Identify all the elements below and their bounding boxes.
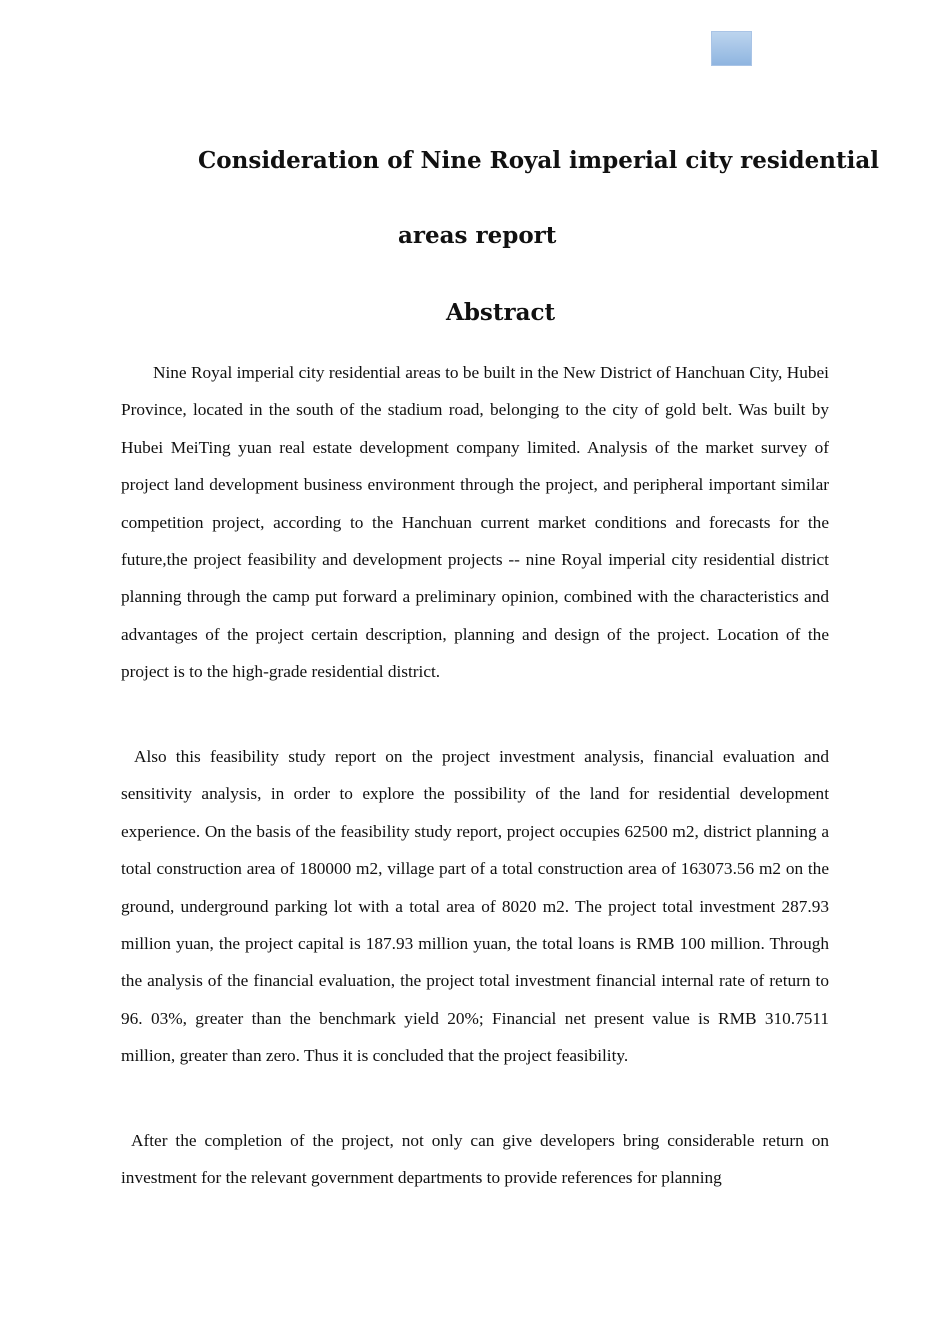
header-decoration-box [711, 31, 752, 66]
abstract-paragraph-3: After the completion of the project, not only can give developers bring considerable return on investment for the relevant government departments to provide references for planning [121, 1131, 829, 1188]
document-title-line-2: areas report [398, 222, 557, 249]
abstract-paragraph-2: Also this feasibility study report on the project investment analysis, financial evaluation and sensitivity analysis, in order to explore the possibility of the land for residential development experience. On the basis of the feasibility study report, project occupies 62500 m2, district planning a total construction area of 180000 m2, village part of a total construction area of 163073.56 m2 on the ground, underground parking lot with a total area of 8020 m2. The project total investment 287.93 million yuan, the project capital is 187.93 million yuan, the total loans is RMB 100 million. Through the analysis of the financial evaluation, the project total investment financial internal rate of return to 96. 03%, greater than the benchmark yield 20%; Financial net present value is RMB 310.7511 million, greater than zero. Thus it is concluded that the project feasibility. [121, 747, 829, 1066]
abstract-paragraph-1: Nine Royal imperial city residential areas to be built in the New District of Hanchuan City, Hubei Province, located in the south of the stadium road, belonging to the city of gold belt. Was built by Hubei MeiTing yuan real estate development company limited. Analysis of the market survey of project land development business environment through the project, and peripheral important similar competition project, according to the Hanchuan current market conditions and forecasts for the future,the project feasibility and development projects -- nine Royal imperial city residential district planning through the camp put forward a preliminary opinion, combined with the characteristics and advantages of the project certain description, planning and design of the project. Location of the project is to the high-grade residential district. [121, 363, 829, 682]
document-title-line-1: Consideration of Nine Royal imperial city residential [198, 147, 879, 174]
abstract-heading: Abstract [446, 299, 556, 326]
